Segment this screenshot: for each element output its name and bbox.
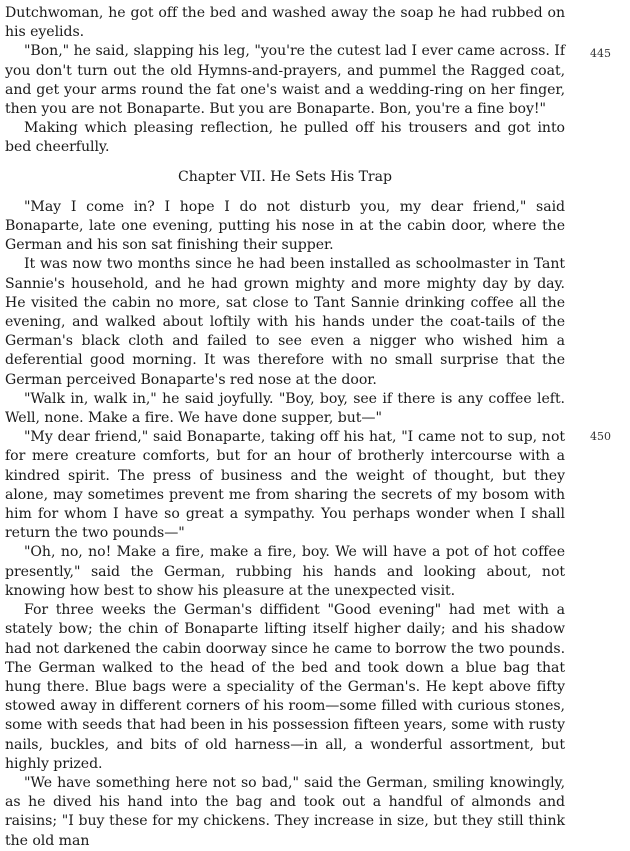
paragraph: "Bon," he said, slapping his leg, "you're the cutest lad I ever came across. If you don't turn out the old Hymns-and-prayers, and pummel the Ragged coat, and get your arms round the fat one's waist and a wedding-ring on her finger, then you are not Bonaparte. But you are Bonaparte. Bon, you're a fine boy!" <box>5 43 565 118</box>
line-number: 450 <box>590 430 611 443</box>
paragraph: Making which pleasing reflection, he pulled off his trousers and got into bed cheerfully. <box>5 120 565 156</box>
paragraph: It was now two months since he had been installed as schoolmaster in Tant Sannie's household, and he had grown mighty and more mighty day by day. He visited the cabin no more, sat close to Tant Sannie drinking coffee all the evening, and walked about loftily with his hands under the coat-tails of the German's black cloth and failed to see even a nigger who wished him a deferential good morning. It was therefore with no small surprise that the German perceived Bonaparte's red nose at the door. <box>5 256 565 388</box>
chapter-heading: Chapter VII. He Sets His Trap <box>178 168 392 185</box>
paragraph: "We have something here not so bad," said the German, smiling knowingly, as he dived his hand into the bag and took out a handful of almonds and raisins; "I buy these for my chickens. They increase in size, but they still think the old man <box>5 774 565 849</box>
body-text <box>5 4 565 851</box>
paragraph: "May I come in? I hope I do not disturb you, my dear friend," said Bonaparte, late one evening, putting his nose in at the cabin door, where the German and his son sat finishing their supper. <box>5 198 565 254</box>
paragraph: For three weeks the German's diffident "Good evening" had met with a stately bow; the chin of Bonaparte lifting itself higher daily; and his shadow had not darkened the cabin doorway since he came to borrow the two pounds. The German walked to the head of the bed and took down a blue bag that hung there. Blue bags were a speciality of the German's. He kept above fifty stowed away in different corners of his room—some filled with curious stones, some with seeds that had been in his possession fifteen years, some with rusty nails, buckles, and bits of old harness—in all, a wonderful assortment, but highly prized. <box>5 602 565 772</box>
paragraph: "My dear friend," said Bonaparte, taking off his hat, "I came not to sup, not for mere creature comforts, but for an hour of brotherly intercourse with a kindred spirit. The press of business and the weight of thought, but they alone, may sometimes prevent me from sharing the secrets of my bosom with him for whom I have so great a sympathy. You perhaps wonder when I shall return the two pounds—" <box>5 429 565 542</box>
line-number: 445 <box>590 47 611 60</box>
paragraph: "Walk in, walk in," he said joyfully. "Boy, boy, see if there is any coffee left. Well, none. Make a fire. We have done supper, but—" <box>5 390 565 427</box>
paragraph: "Oh, no, no! Make a fire, make a fire, boy. We will have a pot of hot coffee presently," said the German, rubbing his hands and looking about, not knowing how best to show his pleasure at the unexpected visit. <box>5 544 565 599</box>
paragraph: Dutchwoman, he got off the bed and washed away the soap he had rubbed on his eyelids. <box>5 5 565 41</box>
